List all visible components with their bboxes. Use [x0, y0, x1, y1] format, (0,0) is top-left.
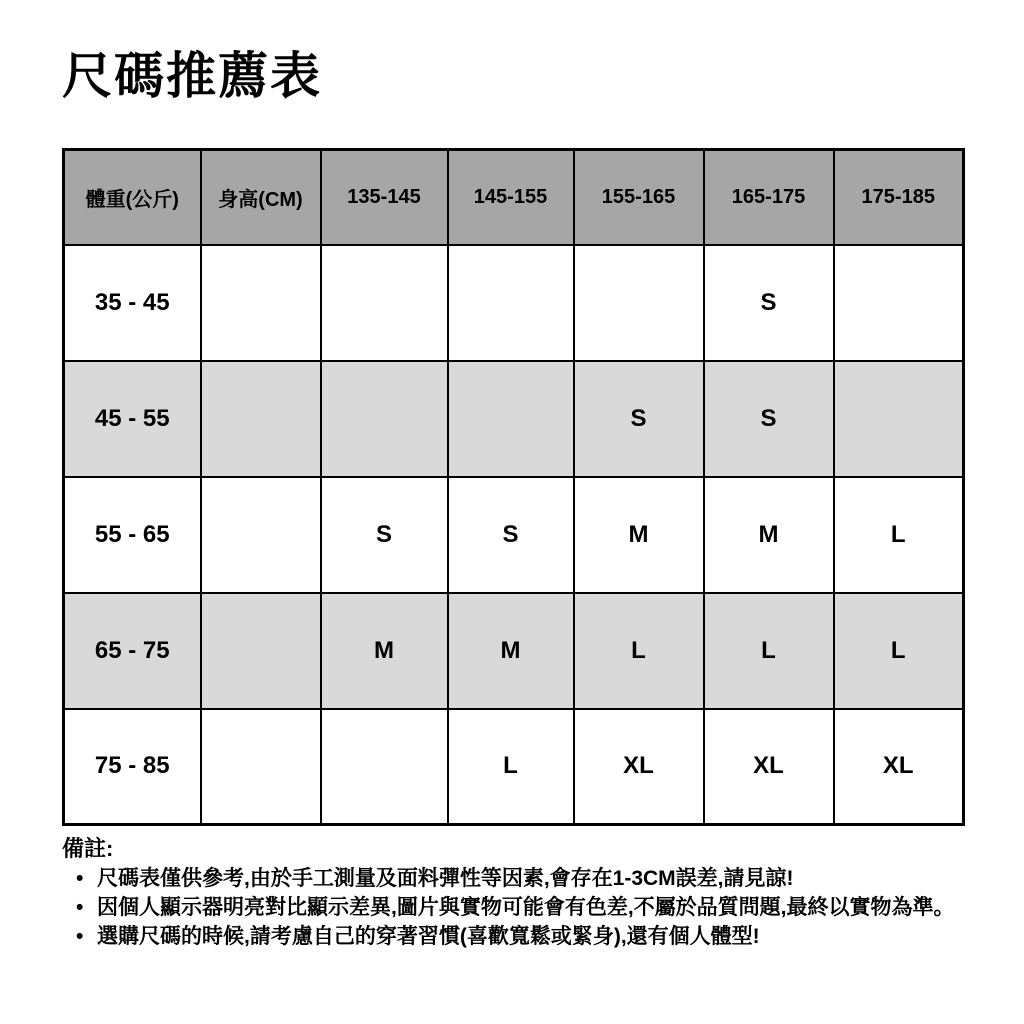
- size-cell: [321, 245, 448, 361]
- header-cell-range-165-175: 165-175: [704, 150, 834, 245]
- size-cell: [321, 709, 448, 825]
- size-cell: XL: [834, 709, 964, 825]
- table-row: [64, 477, 964, 593]
- header-cell-range-145-155: 145-155: [448, 150, 574, 245]
- table-row: [64, 361, 964, 477]
- size-cell: S: [574, 361, 704, 477]
- bullet-icon: •: [76, 925, 84, 948]
- weight-cell: 35 - 45: [64, 245, 201, 361]
- size-cell: S: [448, 477, 574, 593]
- size-cell: M: [574, 477, 704, 593]
- size-cell: [834, 361, 964, 477]
- bullet-icon: •: [76, 867, 84, 890]
- header-cell-range-155-165: 155-165: [574, 150, 704, 245]
- size-cell: M: [704, 477, 834, 593]
- weight-cell: 75 - 85: [64, 709, 201, 825]
- note-text: 尺碼表僅供參考,由於手工測量及面料彈性等因素,會存在1-3CM誤差,請見諒!: [97, 867, 794, 890]
- size-cell: [201, 245, 321, 361]
- size-cell: [574, 245, 704, 361]
- size-cell: S: [704, 245, 834, 361]
- bullet-icon: •: [76, 896, 84, 919]
- size-recommendation-table: [62, 148, 965, 826]
- size-cell: XL: [574, 709, 704, 825]
- table-row: [64, 709, 964, 825]
- note-item: [62, 864, 968, 893]
- note-item: [62, 893, 968, 922]
- size-cell: [448, 361, 574, 477]
- size-cell: M: [321, 593, 448, 709]
- note-text: 因個人顯示器明亮對比顯示差異,圖片與實物可能會有色差,不屬於品質問題,最終以實物為準。: [97, 896, 955, 919]
- size-cell: [201, 709, 321, 825]
- weight-cell: 65 - 75: [64, 593, 201, 709]
- size-cell: L: [574, 593, 704, 709]
- header-cell-weight: 體重(公斤): [64, 150, 201, 245]
- size-cell: M: [448, 593, 574, 709]
- size-cell: [834, 245, 964, 361]
- size-cell: L: [834, 593, 964, 709]
- size-cell: S: [704, 361, 834, 477]
- size-cell: [448, 245, 574, 361]
- note-text: 選購尺碼的時候,請考慮自己的穿著習慣(喜歡寬鬆或緊身),還有個人體型!: [97, 925, 760, 948]
- notes-section: [62, 834, 968, 951]
- table-row: [64, 245, 964, 361]
- size-cell: [201, 361, 321, 477]
- header-cell-height: 身高(CM): [201, 150, 321, 245]
- size-cell: S: [321, 477, 448, 593]
- size-cell: L: [834, 477, 964, 593]
- header-cell-range-175-185: 175-185: [834, 150, 964, 245]
- page-title: 尺碼推薦表: [62, 48, 322, 104]
- header-cell-range-135-145: 135-145: [321, 150, 448, 245]
- size-cell: [201, 477, 321, 593]
- table-header-row: [64, 150, 964, 245]
- size-cell: L: [704, 593, 834, 709]
- notes-heading: 備註:: [62, 836, 114, 861]
- size-cell: [201, 593, 321, 709]
- note-item: [62, 922, 968, 951]
- size-cell: [321, 361, 448, 477]
- size-cell: L: [448, 709, 574, 825]
- weight-cell: 45 - 55: [64, 361, 201, 477]
- weight-cell: 55 - 65: [64, 477, 201, 593]
- size-cell: XL: [704, 709, 834, 825]
- table-row: [64, 593, 964, 709]
